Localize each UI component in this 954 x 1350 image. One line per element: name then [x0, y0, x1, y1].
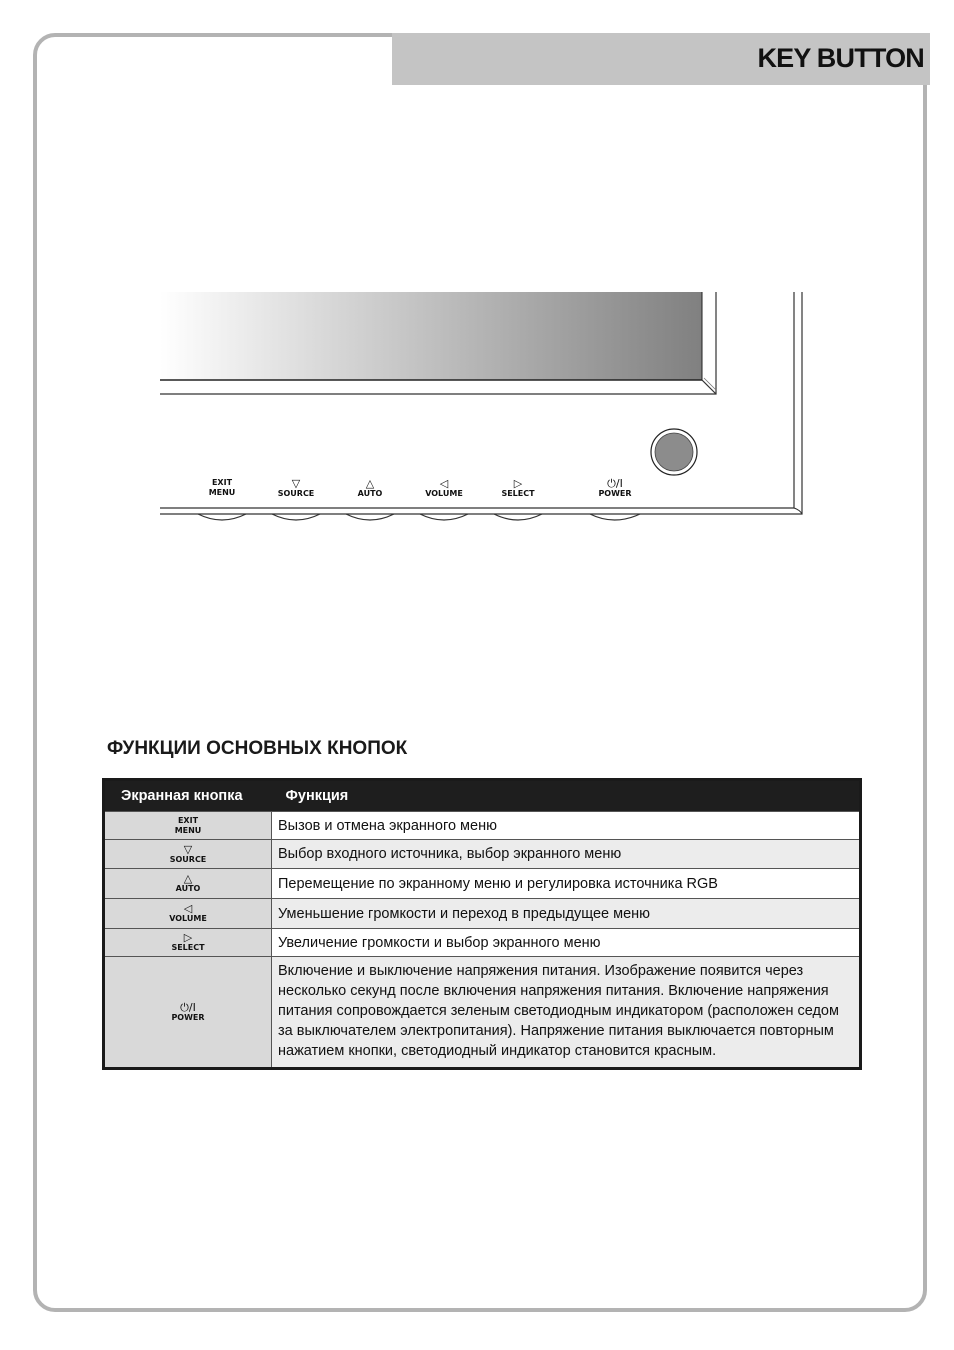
function-cell: Вызов и отмена экранного меню	[272, 812, 861, 840]
header-function: Функция	[272, 780, 861, 812]
right-triangle-icon: ▷	[513, 477, 523, 490]
section-title: ФУНКЦИИ ОСНОВНЫХ КНОПОК	[107, 738, 408, 759]
source-label[interactable]	[261, 478, 331, 499]
right-triangle-icon: ▷	[183, 931, 193, 944]
exit-menu-key	[198, 514, 246, 520]
up-triangle-icon: △	[365, 477, 375, 490]
key-line: VOLUME	[169, 914, 207, 923]
function-cell: Включение и выключение напряжения питания. Изображение появится через несколько секунд после включения напряжения питания. Включение напряжения питания сопровождается зеленым светодиодным индикатором (расположен седом за выключателем электропитания). Напряжение питания выключается повторным нажатием кнопки, светодиодный индикатор становится красным.	[272, 957, 861, 1069]
function-cell: Перемещение по экранному меню и регулировка источника RGB	[272, 869, 861, 899]
page-title: KEY BUTTON	[757, 43, 924, 73]
screen-panel	[160, 292, 702, 380]
power-icon: ⏻/I	[607, 477, 623, 490]
exit-label-line: EXIT	[211, 478, 233, 487]
key-cell	[104, 899, 272, 929]
auto-label-text: AUTO	[357, 489, 383, 498]
header-band	[392, 33, 930, 85]
monitor-illustration	[160, 292, 820, 532]
source-label-text: SOURCE	[277, 489, 315, 498]
down-triangle-icon: ▽	[183, 842, 193, 856]
key-cell	[104, 929, 272, 957]
function-cell: Выбор входного источника, выбор экранного меню	[272, 840, 861, 869]
select-label[interactable]	[483, 478, 553, 499]
up-triangle-icon: △	[183, 872, 193, 885]
source-key	[272, 514, 320, 520]
volume-key	[420, 514, 468, 520]
key-line: MENU	[174, 825, 202, 835]
key-cell	[104, 812, 272, 840]
exit-menu-label[interactable]	[187, 478, 257, 498]
select-key	[494, 514, 542, 520]
left-triangle-icon: ◁	[183, 902, 193, 915]
key-line: AUTO	[175, 884, 201, 893]
key-function-table	[102, 778, 862, 1070]
key-cell	[104, 840, 272, 869]
volume-label-text: VOLUME	[425, 489, 463, 498]
table-row	[104, 899, 861, 929]
key-cell	[104, 869, 272, 899]
power-label[interactable]	[580, 478, 650, 499]
key-line: SOURCE	[169, 854, 207, 864]
function-cell: Увеличение громкости и выбор экранного меню	[272, 929, 861, 957]
down-triangle-icon: ▽	[291, 477, 301, 490]
header-key: Экранная кнопка	[104, 780, 272, 812]
table-row	[104, 929, 861, 957]
key-line: EXIT	[177, 815, 199, 825]
power-key	[590, 514, 640, 520]
key-cell	[104, 957, 272, 1069]
auto-key	[346, 514, 394, 520]
table-row	[104, 840, 861, 869]
table-row	[104, 957, 861, 1069]
power-icon: ⏻/I	[180, 1000, 196, 1014]
select-label-text: SELECT	[501, 489, 535, 498]
function-cell: Уменьшение громкости и переход в предыдущее меню	[272, 899, 861, 929]
table-header-row	[104, 780, 861, 812]
volume-label[interactable]	[409, 478, 479, 499]
key-line: POWER	[171, 1012, 205, 1022]
page-frame	[33, 33, 927, 1312]
auto-label[interactable]	[335, 478, 405, 499]
power-label-text: POWER	[598, 489, 632, 498]
left-triangle-icon: ◁	[439, 477, 449, 490]
table-row	[104, 869, 861, 899]
table-row	[104, 812, 861, 840]
key-line: SELECT	[171, 943, 205, 952]
menu-label-line: MENU	[208, 488, 236, 497]
